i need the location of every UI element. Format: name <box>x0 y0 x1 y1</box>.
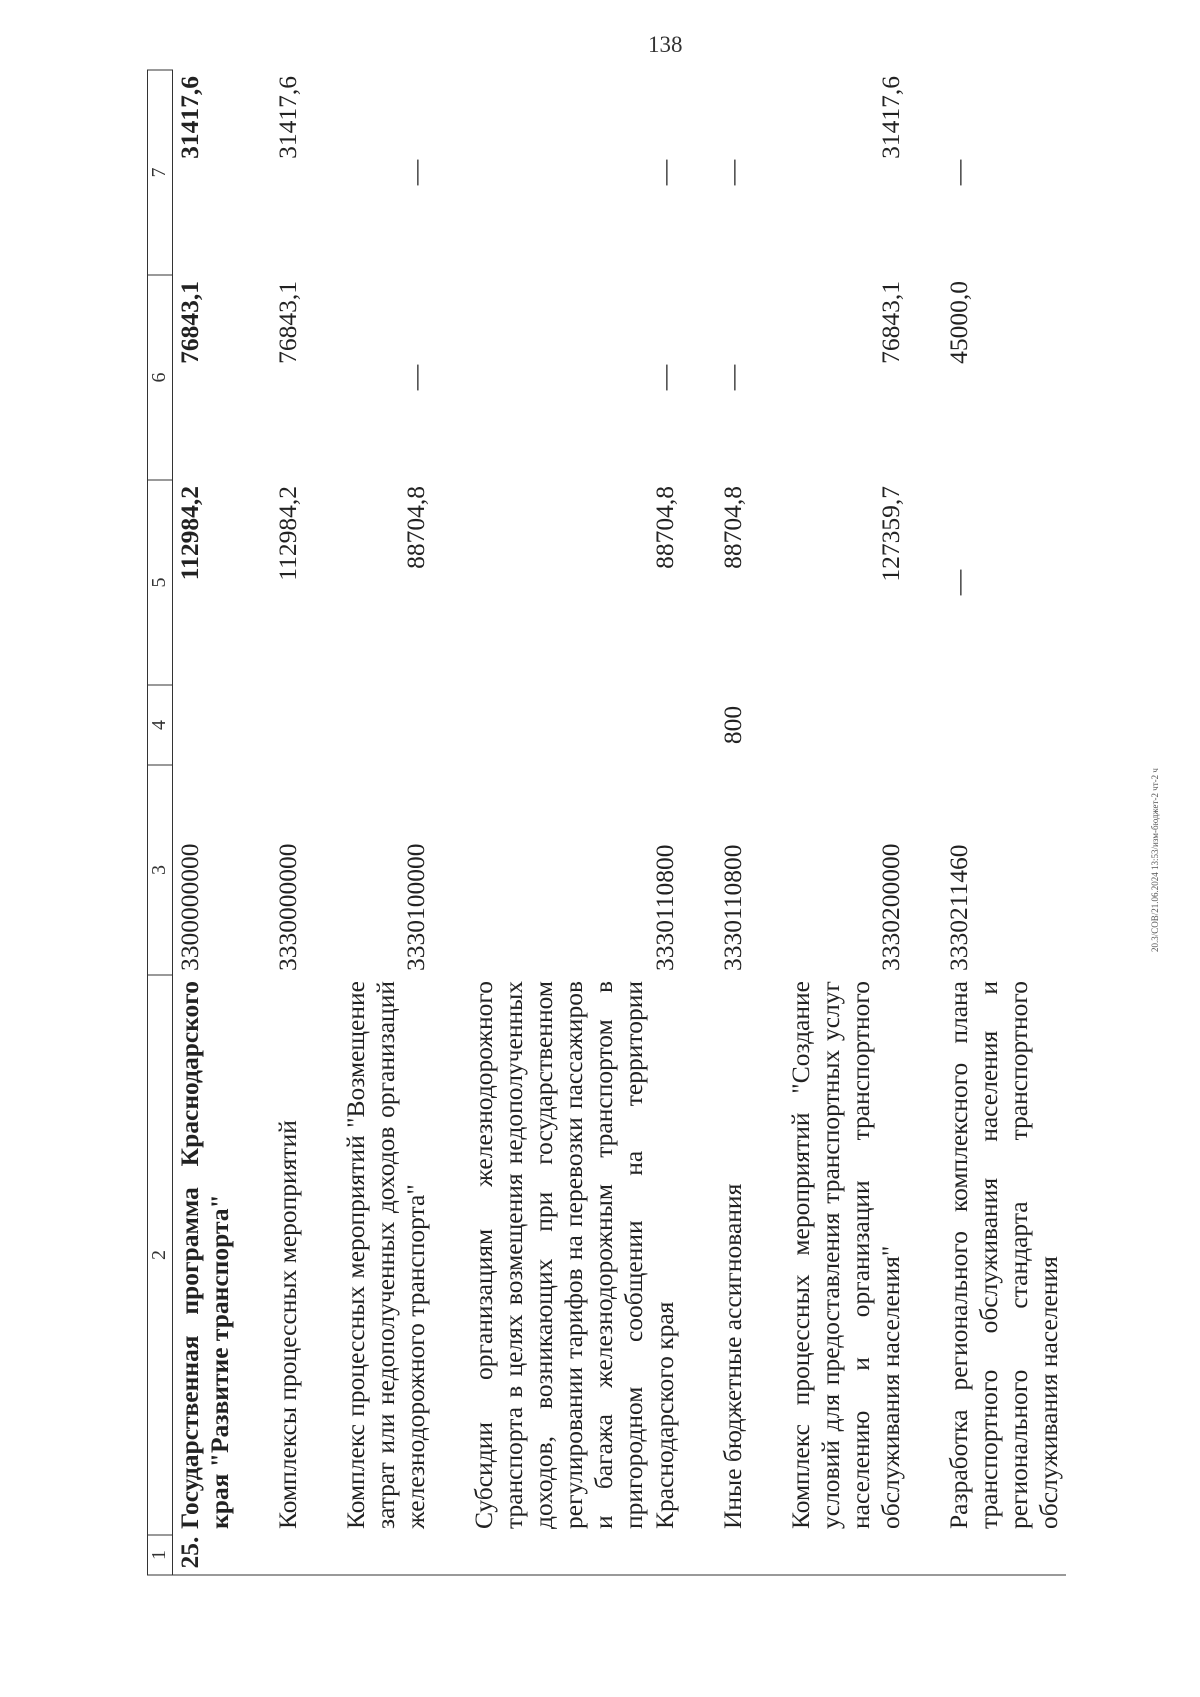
row-value-6: 76843,1 <box>272 281 302 364</box>
column-header: 2 <box>148 975 173 1535</box>
row-kvr <box>172 685 237 765</box>
row-value-7: — <box>649 159 679 186</box>
row-value-5: 112984,2 <box>174 486 204 581</box>
row-number <box>716 1535 750 1575</box>
row-name: Комплексы процессных мероприятий <box>272 1120 302 1529</box>
row-code: 3330200000 <box>875 843 905 971</box>
row-name: Комплекс процессных мероприятий "Возмещение затрат или недополученных доходов организаций железнодорожного транспорта" <box>340 981 430 1529</box>
row-number <box>271 1535 305 1575</box>
row-name: Разработка регионального комплексного плана транспортного обслуживания населения и регионального стандарта транспортного обслуживания населения <box>944 981 1064 1529</box>
column-header: 1 <box>148 1535 173 1575</box>
row-number <box>467 1535 682 1575</box>
row-value-5: 88704,8 <box>400 486 430 569</box>
row-kvr <box>467 685 682 765</box>
row-name: Субсидии организациям железнодорожного транспорта в целях возмещения недополученных доходов, возникающих при государственном регулировании тарифов на перевозки пассажиров и багажа железнодорожным транспортом в пригородном сообщении на территории Краснодарского края <box>469 981 679 1529</box>
row-value-7: — <box>400 159 430 186</box>
document-stamp: 20.3/СОВ/21.06.2024 13:53/изм-бюджет-2 чт-2 ч <box>1150 768 1160 952</box>
row-value-7: — <box>944 159 973 186</box>
row-value-7: 31417,6 <box>875 76 905 159</box>
row-kvr <box>784 685 908 765</box>
page-number: 138 <box>648 32 683 57</box>
row-name: Комплекс процессных мероприятий "Создание условий для предоставления транспортных услуг населению и организации транспортного обслуживания населения" <box>785 981 905 1529</box>
budget-table-container <box>147 71 1064 1576</box>
row-name: Иные бюджетные ассигнования <box>717 1183 747 1529</box>
row-number: 25. <box>172 1535 237 1575</box>
row-value-5: 88704,8 <box>717 486 747 569</box>
table-row <box>784 70 908 1575</box>
row-kvr <box>942 685 1066 765</box>
row-value-7: — <box>717 159 747 186</box>
column-header: 5 <box>148 480 173 685</box>
row-value-6: 76843,1 <box>875 281 905 364</box>
row-value-5: — <box>944 569 973 596</box>
column-header: 6 <box>148 275 173 480</box>
row-value-6: — <box>649 364 679 391</box>
table-row <box>716 70 750 1575</box>
row-code: 3330100000 <box>400 843 430 971</box>
row-kvr <box>271 685 305 765</box>
row-code: 3330110800 <box>717 844 747 971</box>
row-kvr: 800 <box>717 705 747 745</box>
row-value-6: — <box>400 364 430 391</box>
row-value-5: 127359,7 <box>875 486 905 582</box>
table-row <box>942 70 1066 1575</box>
row-number <box>942 1535 1066 1575</box>
table-row <box>271 70 305 1575</box>
row-kvr <box>339 685 433 765</box>
row-number <box>339 1535 433 1575</box>
row-code: 3330000000 <box>272 843 302 971</box>
budget-table <box>147 70 1066 1576</box>
row-value-7: 31417,6 <box>174 76 204 159</box>
row-value-6: — <box>717 364 747 391</box>
row-value-6: 76843,1 <box>174 281 204 364</box>
row-code: 3330110800 <box>649 844 679 971</box>
row-number <box>784 1535 908 1575</box>
column-header: 4 <box>148 685 173 765</box>
row-value-5: 112984,2 <box>272 486 302 581</box>
row-code: 3330211460 <box>944 844 973 971</box>
table-row <box>172 70 237 1575</box>
table-row <box>467 70 682 1575</box>
row-name: Государственная программа Краснодарского края "Развитие транспорта" <box>174 981 234 1529</box>
row-value-7: 31417,6 <box>272 76 302 159</box>
row-code: 3300000000 <box>174 843 204 971</box>
table-row <box>339 70 433 1575</box>
row-value-5: 88704,8 <box>649 486 679 569</box>
column-header: 3 <box>148 765 173 975</box>
row-value-6: 45000,0 <box>944 281 973 364</box>
column-header: 7 <box>148 70 173 275</box>
table-header-row <box>148 70 173 1575</box>
